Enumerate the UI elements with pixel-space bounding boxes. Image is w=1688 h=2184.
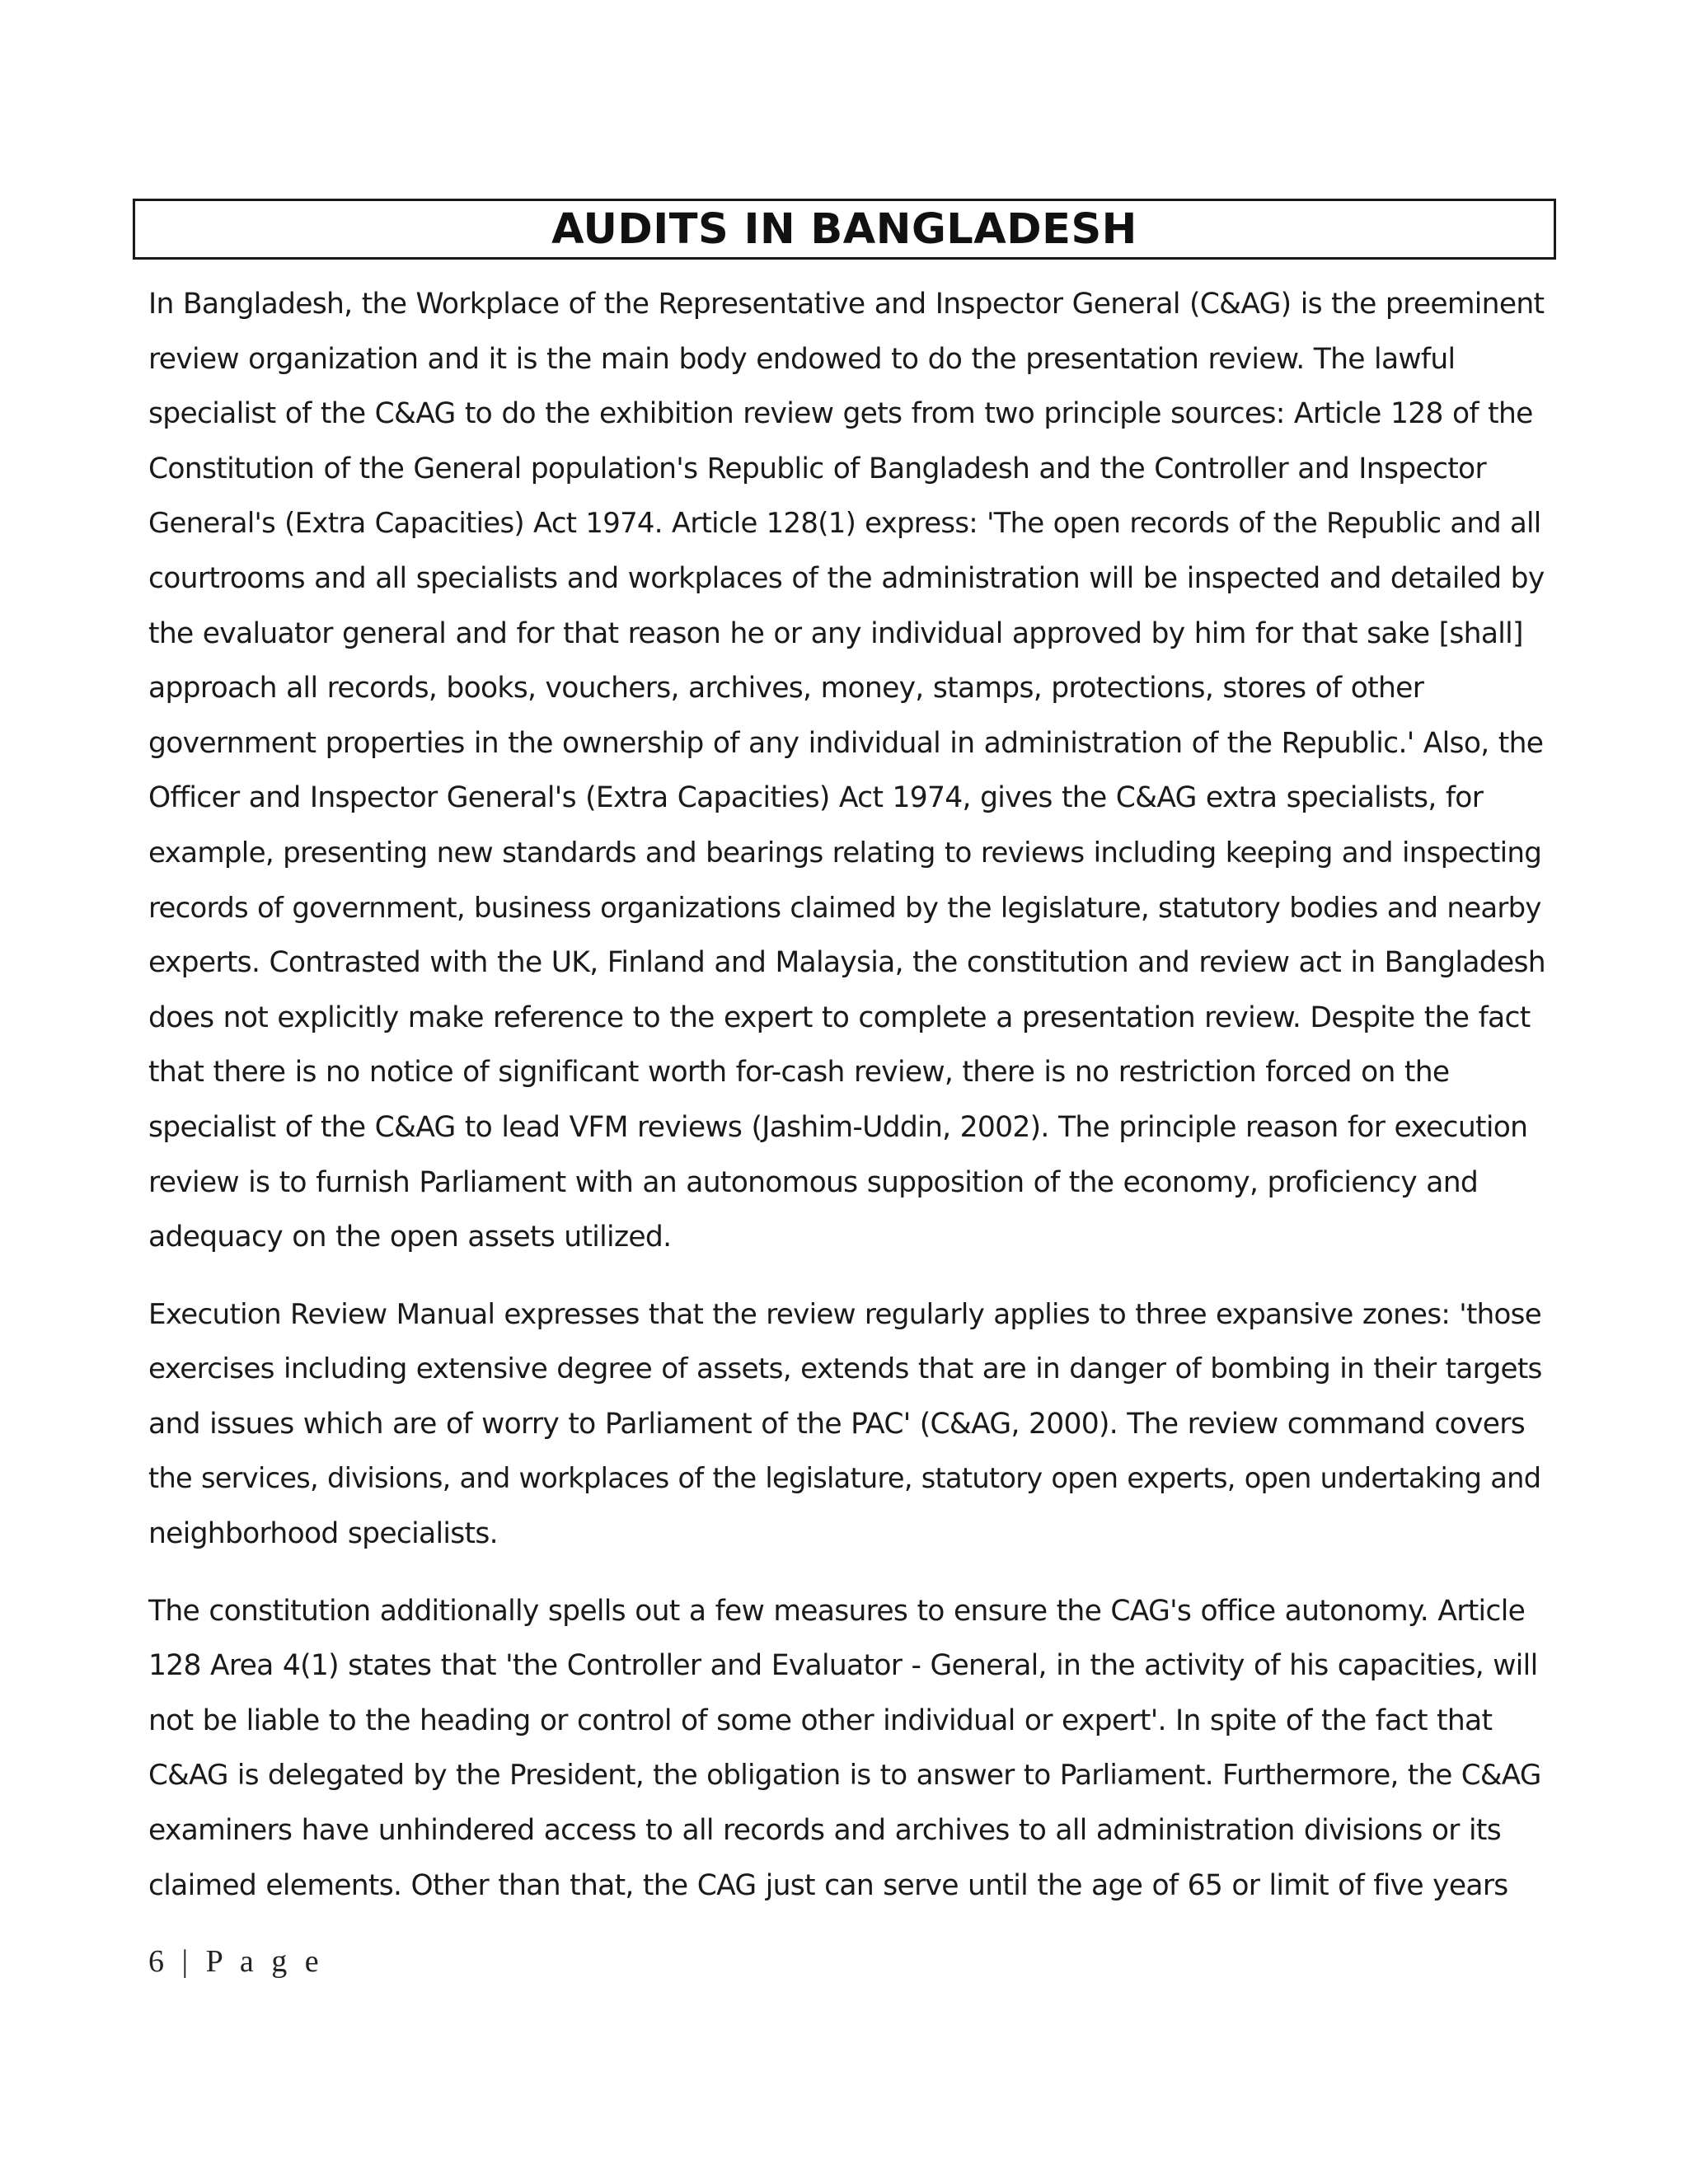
text-line: experts. Contrasted with the UK, Finland and Malaysia, the constitution and review act in Bangladesh	[148, 946, 1545, 980]
title-box	[133, 199, 1556, 260]
text-line: specialist of the C&AG to lead VFM reviews (Jashim-Uddin, 2002). The principle reason for execution	[148, 1110, 1528, 1144]
text-line: neighborhood specialists.	[148, 1517, 498, 1551]
text-line: exercises including extensive degree of assets, extends that are in danger of bombing in their targets	[148, 1352, 1542, 1386]
text-line: records of government, business organizations claimed by the legislature, statutory bodies and nearby	[148, 891, 1541, 924]
page-number-footer: 6 | P a g e	[148, 1944, 324, 1979]
text-line: approach all records, books, vouchers, archives, money, stamps, protections, stores of other	[148, 672, 1424, 705]
text-line: the services, divisions, and workplaces of the legislature, statutory open experts, open undertaking and	[148, 1462, 1541, 1495]
text-line: does not explicitly make reference to the expert to complete a presentation review. Despite the fact	[148, 1001, 1531, 1034]
text-line: The constitution additionally spells out a few measures to ensure the CAG's office autonomy. Article	[148, 1594, 1526, 1628]
text-line: Execution Review Manual expresses that the review regularly applies to three expansive zones: 'those	[148, 1297, 1541, 1331]
body-text	[148, 277, 1550, 1935]
text-line: General's (Extra Capacities) Act 1974. Article 128(1) express: 'The open records of the Republic and all	[148, 507, 1541, 540]
text-line: 128 Area 4(1) states that 'the Controller and Evaluator - General, in the activity of his capacities, will	[148, 1649, 1538, 1683]
text-line: adequacy on the open assets utilized.	[148, 1221, 672, 1254]
text-line: not be liable to the heading or control of some other individual or expert'. In spite of the fact that	[148, 1704, 1493, 1737]
text-line: and issues which are of worry to Parliament of the PAC' (C&AG, 2000). The review command covers	[148, 1407, 1526, 1441]
text-line: Officer and Inspector General's (Extra Capacities) Act 1974, gives the C&AG extra specialists, for	[148, 781, 1484, 815]
text-line: that there is no notice of significant worth for-cash review, there is no restriction forced on the	[148, 1056, 1450, 1090]
text-line: C&AG is delegated by the President, the obligation is to answer to Parliament. Furthermore, the C&AG	[148, 1759, 1541, 1793]
text-line: In Bangladesh, the Workplace of the Representative and Inspector General (C&AG) is the preeminent	[148, 288, 1545, 321]
paragraph-3	[148, 1584, 1550, 1914]
text-line: example, presenting new standards and bearings relating to reviews including keeping and inspecting	[148, 836, 1542, 869]
text-line: the evaluator general and for that reason he or any individual approved by him for that sake [shall]	[148, 616, 1523, 650]
text-line: Constitution of the General population's Republic of Bangladesh and the Controller and Inspector	[148, 452, 1486, 485]
page-title: AUDITS IN BANGLADESH	[551, 204, 1137, 254]
text-line: courtrooms and all specialists and workplaces of the administration will be inspected and detailed by	[148, 561, 1545, 595]
text-line: specialist of the C&AG to do the exhibition review gets from two principle sources: Article 128 of the	[148, 397, 1533, 431]
text-line: review is to furnish Parliament with an autonomous supposition of the economy, proficiency and	[148, 1165, 1479, 1199]
paragraph-2	[148, 1287, 1550, 1562]
text-line: examiners have unhindered access to all records and archives to all administration divisions or its	[148, 1814, 1502, 1848]
paragraph-1	[148, 277, 1550, 1265]
text-line: claimed elements. Other than that, the CAG just can serve until the age of 65 or limit of five years	[148, 1868, 1508, 1902]
text-line: review organization and it is the main body endowed to do the presentation review. The lawful	[148, 342, 1456, 376]
text-line: government properties in the ownership of any individual in administration of the Republic.' Also, the	[148, 726, 1544, 760]
